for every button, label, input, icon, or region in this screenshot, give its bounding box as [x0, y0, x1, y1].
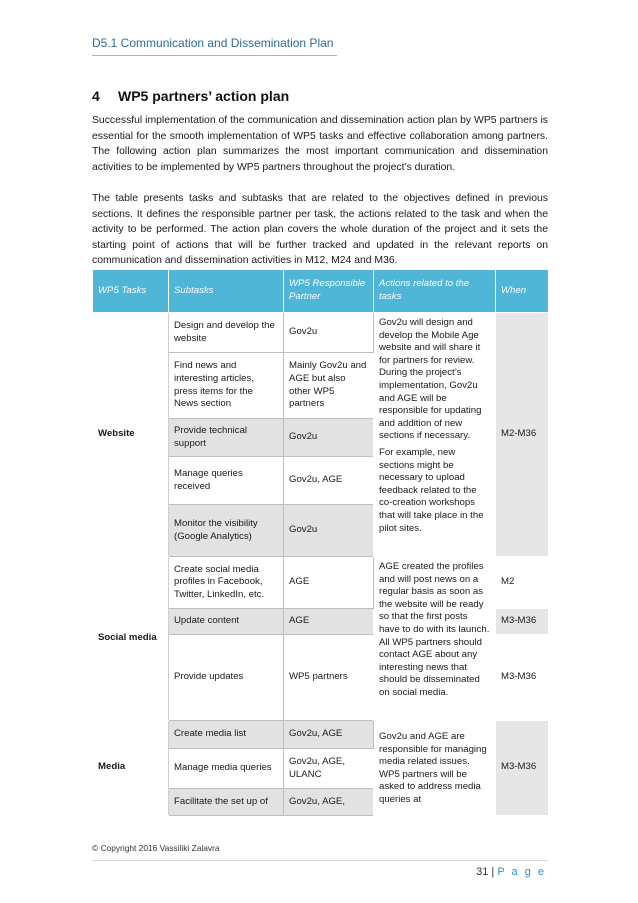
- document-header: D5.1 Communication and Dissemination Plan: [92, 36, 334, 50]
- when-cell: M2: [496, 557, 549, 609]
- actions-media-text: Gov2u and AGE are responsible for managing media related issues. WP5 partners will be asked to address media queries at: [379, 731, 487, 805]
- when-media: M3-M36: [496, 721, 549, 816]
- section-heading: [92, 88, 289, 104]
- section-number: 4: [92, 88, 100, 104]
- page-number-separator: |: [491, 866, 495, 878]
- partner-cell: Gov2u: [284, 419, 374, 457]
- header-actions: Actions related to the tasks: [374, 270, 496, 313]
- actions-website-text-2: For example, new sections might be necessary to upload feedback related to the co-creation workshops that will take place in the pilot sites.: [379, 446, 484, 534]
- paragraph-table-description: The table presents tasks and subtasks that are related to the objectives defined in previous sections. It defines the responsible partner per task, the actions related to the task and when the activity to be performed. The action plan covers the whole duration of the project and it sets the starting point of actions that will be further tracked and updated in the relevant reports on communication and dissemination activities in M12, M24 and M36.: [92, 193, 548, 267]
- partner-cell: Gov2u: [284, 505, 374, 557]
- actions-social-media: [374, 557, 496, 721]
- subtask-cell: Design and develop the website: [169, 313, 284, 353]
- subtask-cell: Monitor the visibility (Google Analytics): [169, 505, 284, 557]
- partner-cell: Gov2u, AGE, ULANC: [284, 749, 374, 789]
- partner-cell: Gov2u, AGE: [284, 721, 374, 749]
- header-partner: WP5 Responsible Partner: [284, 270, 374, 313]
- subtask-cell: Provide updates: [169, 635, 284, 721]
- paragraph-intro: Successful implementation of the communication and dissemination action plan by WP5 partners is essential for the smooth implementation of WP5 tasks and effective collaboration among partners. The following action plan summarizes the most important communication and dissemination activities to be implemented by WP5 partners throughout the project’s duration.: [92, 115, 548, 173]
- subtask-cell: Facilitate the set up of: [169, 789, 284, 815]
- subtask-cell: Find news and interesting articles, press items for the News section: [169, 353, 284, 419]
- footer-rule: [92, 860, 548, 861]
- subtask-cell: Create media list: [169, 721, 284, 749]
- partner-cell: Mainly Gov2u and AGE but also other WP5 partners: [284, 353, 374, 419]
- partner-cell: AGE: [284, 557, 374, 609]
- table-row: [93, 721, 549, 749]
- page-number: [476, 866, 546, 878]
- subtask-cell: Manage queries received: [169, 457, 284, 505]
- actions-website: [374, 313, 496, 557]
- section-title: WP5 partners’ action plan: [118, 88, 290, 104]
- subtask-cell: Create social media profiles in Facebook, Twitter, LinkedIn, etc.: [169, 557, 284, 609]
- header-when: When: [496, 270, 549, 313]
- subtask-cell: Manage media queries: [169, 749, 284, 789]
- header-subtasks: Subtasks: [169, 270, 284, 313]
- header-tasks: WP5 Tasks: [93, 270, 169, 313]
- partner-cell: Gov2u, AGE,: [284, 789, 374, 815]
- action-plan-table: [92, 269, 549, 816]
- partner-cell: Gov2u, AGE: [284, 457, 374, 505]
- partner-cell: WP5 partners: [284, 635, 374, 721]
- subtask-cell: Provide technical support: [169, 419, 284, 457]
- table-row: [93, 313, 549, 353]
- actions-website-text-1: Gov2u will design and develop the Mobile Age website and will share it for partners for review. During the project’s implementation, Gov2u and AGE will be responsible for updating and addition of new sections if necessary.: [379, 317, 482, 442]
- copyright: © Copyright 2016 Vassiliki Zalavra: [92, 843, 220, 853]
- task-social-media: Social media: [93, 557, 169, 721]
- actions-social-text: AGE created the profiles and will post news on a regular basis as soon as the website will be ready so that the first posts have to do with its launch. All WP5 partners should contact AGE about any interesting news that should be disseminated on social media.: [379, 561, 490, 698]
- task-media: Media: [93, 721, 169, 816]
- when-website: M2-M36: [496, 313, 549, 557]
- partner-cell: Gov2u: [284, 313, 374, 353]
- page-number-value: 31: [476, 866, 489, 878]
- when-cell: M3-M36: [496, 635, 549, 721]
- task-website: Website: [93, 313, 169, 557]
- page-label: P a g e: [497, 866, 546, 878]
- table-header-row: [93, 270, 549, 313]
- partner-cell: AGE: [284, 609, 374, 635]
- when-cell: M3-M36: [496, 609, 549, 635]
- header-rule: [92, 55, 337, 56]
- actions-media: [374, 721, 496, 816]
- table-row: [93, 557, 549, 609]
- subtask-cell: Update content: [169, 609, 284, 635]
